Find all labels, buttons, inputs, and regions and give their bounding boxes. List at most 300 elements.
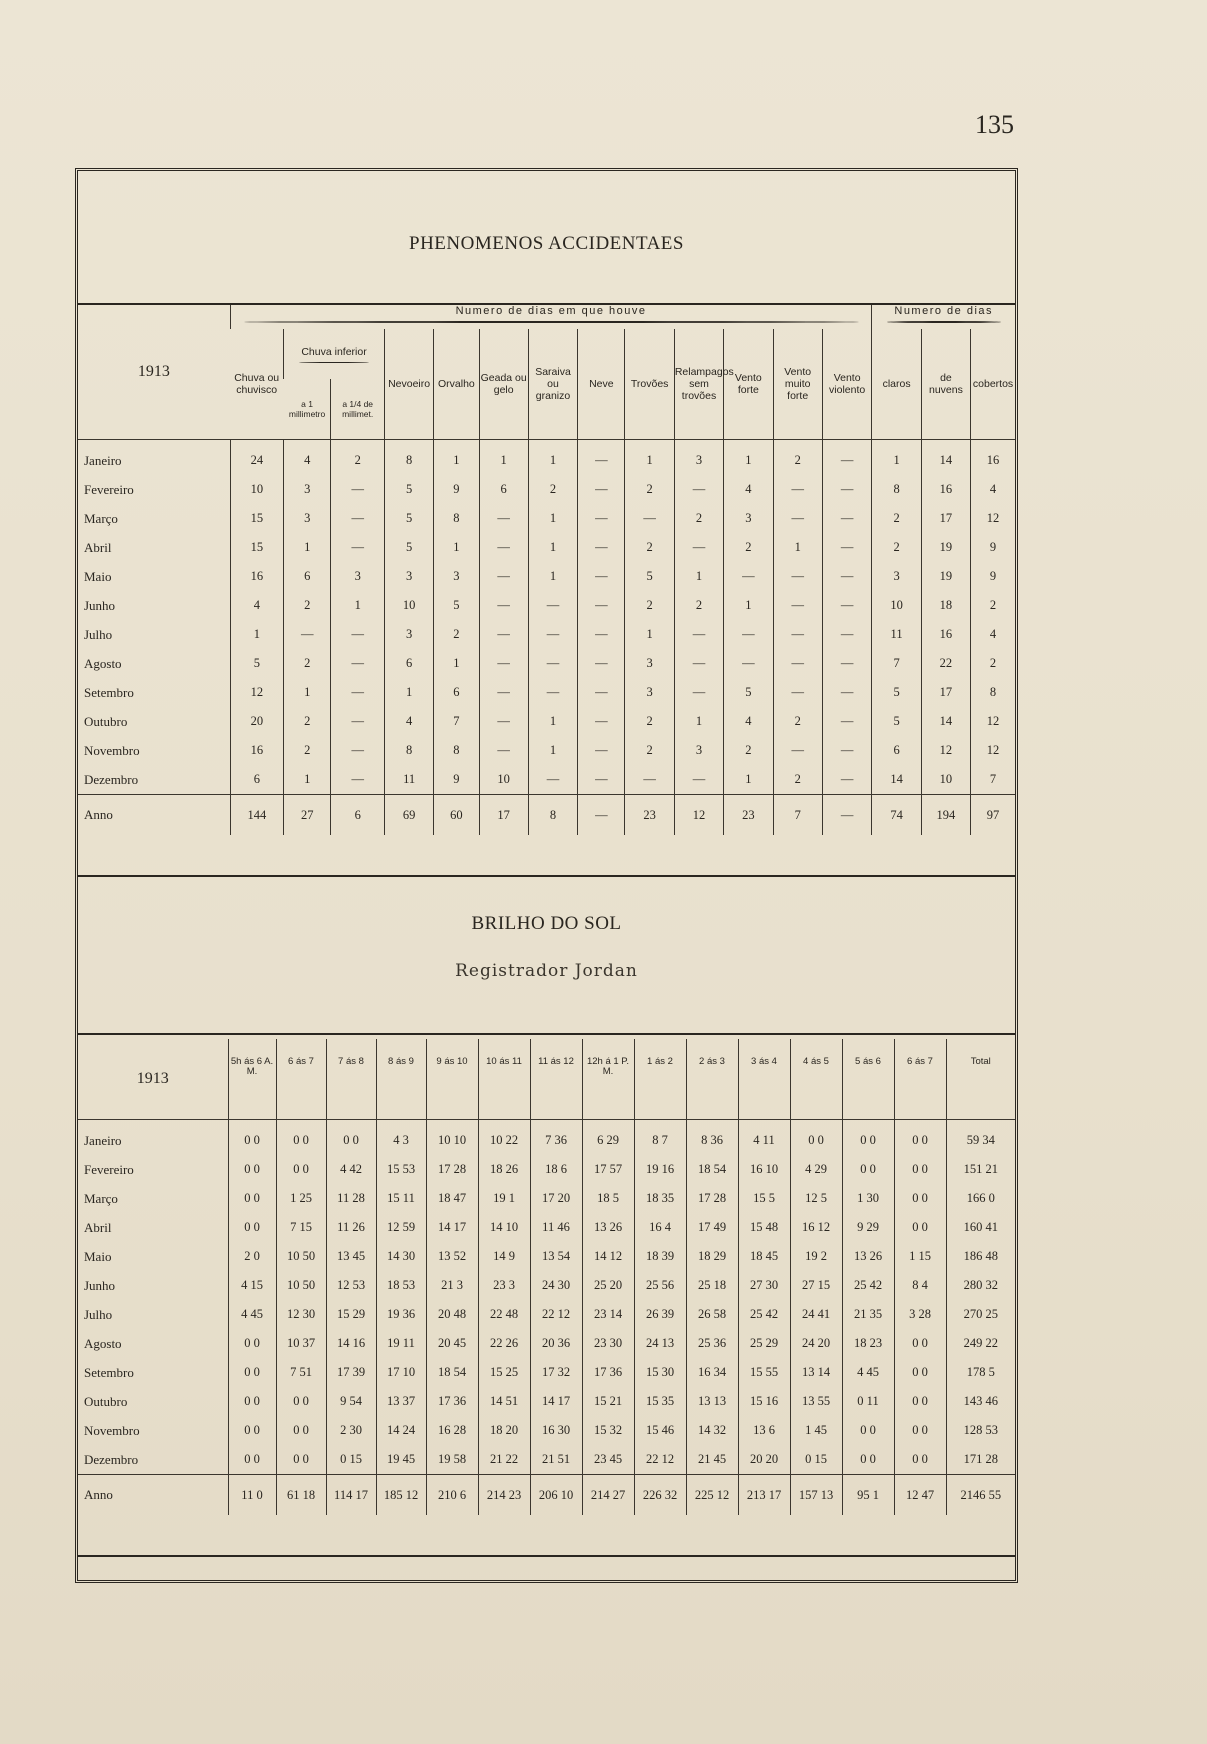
month-label: Novembro	[84, 742, 140, 758]
phenomena-cell: —	[331, 765, 384, 795]
phenomena-cell: 2	[773, 765, 822, 795]
col-claros: claros	[872, 329, 921, 440]
month-label: Março	[84, 1190, 118, 1206]
sunshine-cell: 17 28	[426, 1155, 478, 1184]
phenomena-cell: —	[822, 707, 872, 736]
sunshine-cell: 23 14	[582, 1300, 634, 1329]
sunshine-cell: 20 36	[530, 1329, 582, 1358]
table-row	[78, 504, 1015, 533]
phenomena-cell: 1	[773, 533, 822, 562]
sunshine-cell: 15 35	[634, 1387, 686, 1416]
sunshine-cell: 2 30	[326, 1416, 376, 1445]
phenomena-cell: —	[479, 562, 528, 591]
phenomena-cell: 2	[872, 533, 921, 562]
sunshine-cell: 13 14	[790, 1358, 842, 1387]
sunshine-cell: 8 7	[634, 1126, 686, 1155]
month-label: Outubro	[84, 713, 128, 729]
sunshine-cell: 17 39	[326, 1358, 376, 1387]
phenomena-cell: 6	[872, 736, 921, 765]
sunshine-cell: 18 47	[426, 1184, 478, 1213]
phenomena-cell: —	[822, 446, 872, 475]
sunshine-cell: 114 17	[326, 1475, 376, 1516]
sunshine-cell: 25 29	[738, 1329, 790, 1358]
sunshine-cell: 15 16	[738, 1387, 790, 1416]
col-vento-muito-forte: Vento muito forte	[773, 329, 822, 440]
sunshine-cell: 9 29	[842, 1213, 894, 1242]
table-row	[78, 1475, 1015, 1516]
phenomena-cell: —	[822, 736, 872, 765]
month-label: Agosto	[84, 655, 122, 671]
sunshine-cell: 0 0	[894, 1329, 946, 1358]
sunshine-cell: 17 10	[376, 1358, 426, 1387]
phenomena-cell: 14	[921, 446, 970, 475]
month-label: Junho	[84, 1277, 116, 1293]
sunshine-cell: 186 48	[946, 1242, 1015, 1271]
col-hour-4: 9 ás 10	[426, 1039, 478, 1120]
sunshine-cell: 13 37	[376, 1387, 426, 1416]
sunshine-cell: 14 17	[426, 1213, 478, 1242]
sunshine-cell: 14 10	[478, 1213, 530, 1242]
sunshine-cell: 25 18	[686, 1271, 738, 1300]
sunshine-cell: 0 0	[842, 1416, 894, 1445]
col-a-1-millimetro: a 1 millimetro	[288, 399, 326, 419]
sunshine-cell: 18 35	[634, 1184, 686, 1213]
phenomena-cell: —	[479, 707, 528, 736]
phenomena-cell: 6	[284, 562, 331, 591]
phenomena-cell: 2	[625, 736, 674, 765]
sunshine-cell: 27 30	[738, 1271, 790, 1300]
sunshine-cell: 18 29	[686, 1242, 738, 1271]
sunshine-cell: 0 0	[894, 1445, 946, 1475]
sunshine-cell: 11 28	[326, 1184, 376, 1213]
phenomena-cell: —	[331, 533, 384, 562]
phenomena-cell: 2	[674, 504, 723, 533]
sunshine-cell: 22 12	[530, 1300, 582, 1329]
sunshine-cell: 18 23	[842, 1329, 894, 1358]
sunshine-cell: 14 9	[478, 1242, 530, 1271]
sunshine-cell: 25 42	[738, 1300, 790, 1329]
month-label: Maio	[84, 568, 112, 584]
phenomena-cell: —	[773, 504, 822, 533]
phenomena-cell: 1	[625, 620, 674, 649]
phenomena-cell: 5	[384, 533, 433, 562]
sunshine-cell: 3 28	[894, 1300, 946, 1329]
phenomena-cell: 1	[872, 446, 921, 475]
sunshine-cell: 17 57	[582, 1155, 634, 1184]
col-chuva: Chuva ou chuvisco	[234, 372, 280, 396]
phenomena-cell: 19	[921, 533, 970, 562]
col-neve: Neve	[578, 329, 625, 440]
sunshine-cell: 4 42	[326, 1155, 376, 1184]
phenomena-cell: —	[674, 475, 723, 504]
phenomena-cell: —	[822, 562, 872, 591]
phenomena-cell: —	[331, 736, 384, 765]
phenomena-cell: —	[578, 736, 625, 765]
phenomena-cell: —	[578, 475, 625, 504]
sunshine-cell: 280 32	[946, 1271, 1015, 1300]
phenomena-cell: 6	[230, 765, 283, 795]
sunshine-cell: 1 25	[276, 1184, 326, 1213]
phenomena-cell: —	[773, 562, 822, 591]
phenomena-cell: 1	[724, 591, 773, 620]
phenomena-cell: 12	[230, 678, 283, 707]
phenomena-cell: 1	[724, 446, 773, 475]
sunshine-cell: 11 26	[326, 1213, 376, 1242]
phenomena-cell: 8	[384, 446, 433, 475]
sunshine-cell: 17 32	[530, 1358, 582, 1387]
table-row	[78, 1300, 1015, 1329]
sunshine-cell: 10 37	[276, 1329, 326, 1358]
sunshine-cell: 26 39	[634, 1300, 686, 1329]
table-row	[78, 1213, 1015, 1242]
sunshine-cell: 25 20	[582, 1271, 634, 1300]
sunshine-cell: 0 0	[326, 1126, 376, 1155]
col-hour-6: 11 ás 12	[530, 1039, 582, 1120]
table-row	[78, 1242, 1015, 1271]
sunshine-cell: 10 10	[426, 1126, 478, 1155]
phenomena-cell: 1	[284, 533, 331, 562]
table-row	[78, 446, 1015, 475]
phenomena-cell: 16	[971, 446, 1015, 475]
sunshine-cell: 22 12	[634, 1445, 686, 1475]
col-hour-14: Total	[946, 1039, 1015, 1120]
sunshine-cell: 20 20	[738, 1445, 790, 1475]
table-row	[78, 765, 1015, 795]
phenomena-cell: 5	[384, 504, 433, 533]
phenomena-cell: —	[674, 678, 723, 707]
month-label: Abril	[84, 539, 112, 555]
phenomena-cell: 3	[872, 562, 921, 591]
sunshine-cell: 0 0	[894, 1358, 946, 1387]
sunshine-cell: 21 22	[478, 1445, 530, 1475]
phenomena-cell: 144	[230, 795, 283, 836]
sunshine-cell: 14 17	[530, 1387, 582, 1416]
sunshine-cell: 17 49	[686, 1213, 738, 1242]
month-label: Agosto	[84, 1335, 122, 1351]
phenomena-cell: 8	[384, 736, 433, 765]
phenomena-cell: 3	[331, 562, 384, 591]
sunshine-cell: 226 32	[634, 1475, 686, 1516]
phenomena-cell: 12	[971, 707, 1015, 736]
sunshine-cell: 0 0	[894, 1126, 946, 1155]
col-orvalho: Orvalho	[434, 329, 479, 440]
phenomena-cell: 9	[434, 475, 479, 504]
sunshine-cell: 15 46	[634, 1416, 686, 1445]
month-label: Dezembro	[84, 1451, 139, 1467]
sunshine-cell: 13 26	[842, 1242, 894, 1271]
sunshine-cell: 10 50	[276, 1242, 326, 1271]
col-relampagos: Relampagos sem trovões	[674, 329, 723, 440]
sunshine-cell: 0 0	[276, 1387, 326, 1416]
phenomena-cell: 7	[971, 765, 1015, 795]
phenomena-cell: 2	[625, 533, 674, 562]
phenomena-cell: —	[578, 678, 625, 707]
col-trovoes: Trovões	[625, 329, 674, 440]
month-label: Março	[84, 510, 118, 526]
col-chuva-inferior: Chuva inferior	[284, 329, 385, 379]
phenomena-cell: 18	[921, 591, 970, 620]
phenomena-cell: 2	[724, 533, 773, 562]
phenomena-cell: —	[331, 678, 384, 707]
sunshine-cell: 24 41	[790, 1300, 842, 1329]
phenomena-cell: 22	[921, 649, 970, 678]
sunshine-cell: 214 23	[478, 1475, 530, 1516]
sunshine-subtitle: Registrador Jordan	[455, 961, 638, 981]
phenomena-cell: 4	[230, 591, 283, 620]
phenomena-cell: 16	[230, 562, 283, 591]
phenomena-cell: 69	[384, 795, 433, 836]
phenomena-cell: 10	[230, 475, 283, 504]
table-row	[78, 533, 1015, 562]
phenomena-cell: 10	[872, 591, 921, 620]
phenomena-cell: —	[479, 678, 528, 707]
phenomena-cell: 1	[528, 562, 577, 591]
phenomena-cell: —	[331, 620, 384, 649]
sunshine-cell: 166 0	[946, 1184, 1015, 1213]
col-hour-0: 5h ás 6 A. M.	[228, 1039, 276, 1120]
sunshine-cell: 17 36	[426, 1387, 478, 1416]
sunshine-cell: 15 11	[376, 1184, 426, 1213]
divider	[78, 875, 1015, 877]
year-header: 1913	[137, 363, 170, 380]
sunshine-cell: 19 16	[634, 1155, 686, 1184]
sunshine-cell: 2 0	[228, 1242, 276, 1271]
sunshine-cell: 23 3	[478, 1271, 530, 1300]
phenomena-cell: —	[331, 707, 384, 736]
phenomena-cell: 9	[971, 562, 1015, 591]
phenomena-table	[78, 305, 1015, 835]
sunshine-cell: 18 20	[478, 1416, 530, 1445]
table-row	[78, 707, 1015, 736]
phenomena-cell: 3	[284, 504, 331, 533]
phenomena-cell: —	[822, 765, 872, 795]
phenomena-cell: 8	[434, 736, 479, 765]
phenomena-cell: 10	[921, 765, 970, 795]
phenomena-cell: 1	[434, 649, 479, 678]
sunshine-cell: 27 15	[790, 1271, 842, 1300]
divider	[78, 1033, 1015, 1035]
sunshine-cell: 214 27	[582, 1475, 634, 1516]
table-row	[78, 1184, 1015, 1213]
phenomena-cell: —	[674, 765, 723, 795]
phenomena-cell: 20	[230, 707, 283, 736]
sunshine-cell: 13 13	[686, 1387, 738, 1416]
sunshine-cell: 15 21	[582, 1387, 634, 1416]
col-hour-13: 6 ás 7	[894, 1039, 946, 1120]
sunshine-cell: 22 26	[478, 1329, 530, 1358]
phenomena-cell: 12	[971, 736, 1015, 765]
phenomena-cell: 4	[971, 475, 1015, 504]
month-label: Janeiro	[84, 452, 122, 468]
month-label: Abril	[84, 1219, 112, 1235]
phenomena-cell: 1	[528, 504, 577, 533]
phenomena-cell: 1	[284, 765, 331, 795]
phenomena-cell: —	[674, 533, 723, 562]
sunshine-cell: 0 0	[276, 1155, 326, 1184]
col-de-nuvens: de nuvens	[921, 329, 970, 440]
sunshine-cell: 9 54	[326, 1387, 376, 1416]
phenomena-cell: 1	[724, 765, 773, 795]
col-hour-2: 7 ás 8	[326, 1039, 376, 1120]
phenomena-cell: 2	[284, 736, 331, 765]
sunshine-cell: 2146 55	[946, 1475, 1015, 1516]
table-row	[78, 1387, 1015, 1416]
month-label: Anno	[78, 1475, 228, 1516]
phenomena-cell: —	[822, 475, 872, 504]
sunshine-cell: 12 47	[894, 1475, 946, 1516]
sunshine-cell: 13 52	[426, 1242, 478, 1271]
phenomena-cell: 2	[971, 591, 1015, 620]
phenomena-cell: 1	[528, 736, 577, 765]
phenomena-cell: 2	[625, 707, 674, 736]
phenomena-cell: —	[578, 765, 625, 795]
phenomena-cell: —	[674, 620, 723, 649]
phenomena-cell: 2	[625, 591, 674, 620]
phenomena-cell: 3	[434, 562, 479, 591]
sunshine-table	[78, 1039, 1015, 1515]
sunshine-cell: 24 20	[790, 1329, 842, 1358]
sunshine-cell: 0 0	[228, 1184, 276, 1213]
month-label: Fevereiro	[84, 481, 134, 497]
sunshine-cell: 157 13	[790, 1475, 842, 1516]
table-row	[78, 736, 1015, 765]
table-row	[78, 591, 1015, 620]
sunshine-cell: 18 26	[478, 1155, 530, 1184]
col-hour-5: 10 ás 11	[478, 1039, 530, 1120]
sunshine-cell: 12 59	[376, 1213, 426, 1242]
phenomena-cell: —	[773, 475, 822, 504]
phenomena-cell: 7	[434, 707, 479, 736]
sunshine-cell: 21 51	[530, 1445, 582, 1475]
phenomena-cell: 1	[674, 562, 723, 591]
table-row	[78, 649, 1015, 678]
phenomena-cell: —	[578, 707, 625, 736]
month-label: Dezembro	[84, 771, 139, 787]
phenomena-cell: —	[822, 678, 872, 707]
phenomena-cell: —	[578, 795, 625, 836]
phenomena-cell: 11	[872, 620, 921, 649]
sunshine-cell: 178 5	[946, 1358, 1015, 1387]
sunshine-cell: 14 51	[478, 1387, 530, 1416]
sunshine-cell: 25 56	[634, 1271, 686, 1300]
group-header-days: Numero de dias em que houve	[230, 305, 872, 329]
sunshine-cell: 14 30	[376, 1242, 426, 1271]
phenomena-cell: 8	[528, 795, 577, 836]
sunshine-cell: 19 1	[478, 1184, 530, 1213]
phenomena-cell: —	[724, 649, 773, 678]
phenomena-cell: 17	[921, 504, 970, 533]
table-row	[78, 1445, 1015, 1475]
phenomena-cell: —	[331, 649, 384, 678]
sunshine-cell: 0 0	[894, 1387, 946, 1416]
phenomena-cell: 16	[921, 475, 970, 504]
sunshine-cell: 8 36	[686, 1126, 738, 1155]
table-row	[78, 678, 1015, 707]
sunshine-cell: 16 4	[634, 1213, 686, 1242]
phenomena-cell: —	[724, 620, 773, 649]
phenomena-cell: 4	[284, 446, 331, 475]
sunshine-cell: 59 34	[946, 1126, 1015, 1155]
phenomena-cell: 10	[479, 765, 528, 795]
phenomena-cell: 1	[479, 446, 528, 475]
phenomena-cell: 1	[434, 533, 479, 562]
phenomena-cell: 2	[434, 620, 479, 649]
phenomena-cell: 8	[434, 504, 479, 533]
phenomena-cell: —	[479, 504, 528, 533]
phenomena-cell: 19	[921, 562, 970, 591]
table-row	[78, 1416, 1015, 1445]
phenomena-cell: 3	[724, 504, 773, 533]
phenomena-cell: 8	[872, 475, 921, 504]
sunshine-cell: 21 35	[842, 1300, 894, 1329]
sunshine-cell: 23 45	[582, 1445, 634, 1475]
table-row	[78, 620, 1015, 649]
sunshine-cell: 17 20	[530, 1184, 582, 1213]
phenomena-cell: 12	[921, 736, 970, 765]
sunshine-cell: 4 15	[228, 1271, 276, 1300]
sunshine-cell: 128 53	[946, 1416, 1015, 1445]
phenomena-cell: 3	[384, 620, 433, 649]
sunshine-cell: 0 0	[894, 1155, 946, 1184]
phenomena-cell: 3	[674, 446, 723, 475]
sunshine-cell: 0 0	[228, 1387, 276, 1416]
col-hour-8: 1 ás 2	[634, 1039, 686, 1120]
phenomena-cell: 6	[384, 649, 433, 678]
sunshine-cell: 0 0	[842, 1155, 894, 1184]
sunshine-cell: 4 11	[738, 1126, 790, 1155]
phenomena-cell: 5	[724, 678, 773, 707]
sunshine-cell: 19 45	[376, 1445, 426, 1475]
phenomena-cell: 3	[625, 649, 674, 678]
table-row	[78, 1329, 1015, 1358]
phenomena-cell: —	[773, 678, 822, 707]
table-row	[78, 562, 1015, 591]
sunshine-cell: 15 5	[738, 1184, 790, 1213]
sunshine-cell: 0 0	[228, 1358, 276, 1387]
sunshine-cell: 12 30	[276, 1300, 326, 1329]
phenomena-cell: 7	[773, 795, 822, 836]
phenomena-cell: 6	[479, 475, 528, 504]
sunshine-cell: 270 25	[946, 1300, 1015, 1329]
sunshine-cell: 13 45	[326, 1242, 376, 1271]
phenomena-cell: 5	[872, 678, 921, 707]
phenomena-cell: —	[625, 504, 674, 533]
phenomena-cell: 2	[773, 707, 822, 736]
sunshine-cell: 18 6	[530, 1155, 582, 1184]
sunshine-cell: 0 0	[276, 1126, 326, 1155]
phenomena-cell: —	[479, 649, 528, 678]
month-label: Maio	[84, 1248, 112, 1264]
phenomena-cell: 12	[674, 795, 723, 836]
phenomena-cell: 2	[331, 446, 384, 475]
phenomena-cell: 12	[971, 504, 1015, 533]
sunshine-cell: 0 0	[228, 1126, 276, 1155]
sunshine-cell: 1 30	[842, 1184, 894, 1213]
sunshine-cell: 14 24	[376, 1416, 426, 1445]
month-label: Outubro	[84, 1393, 128, 1409]
sunshine-cell: 7 15	[276, 1213, 326, 1242]
phenomena-cell: —	[331, 475, 384, 504]
phenomena-cell: —	[773, 649, 822, 678]
phenomena-cell: 27	[284, 795, 331, 836]
phenomena-cell: 1	[230, 620, 283, 649]
phenomena-cell: 4	[724, 475, 773, 504]
year-header: 1913	[136, 1070, 169, 1087]
tables-frame	[75, 168, 1018, 1583]
sunshine-cell: 185 12	[376, 1475, 426, 1516]
phenomena-cell: —	[578, 446, 625, 475]
sunshine-cell: 21 45	[686, 1445, 738, 1475]
